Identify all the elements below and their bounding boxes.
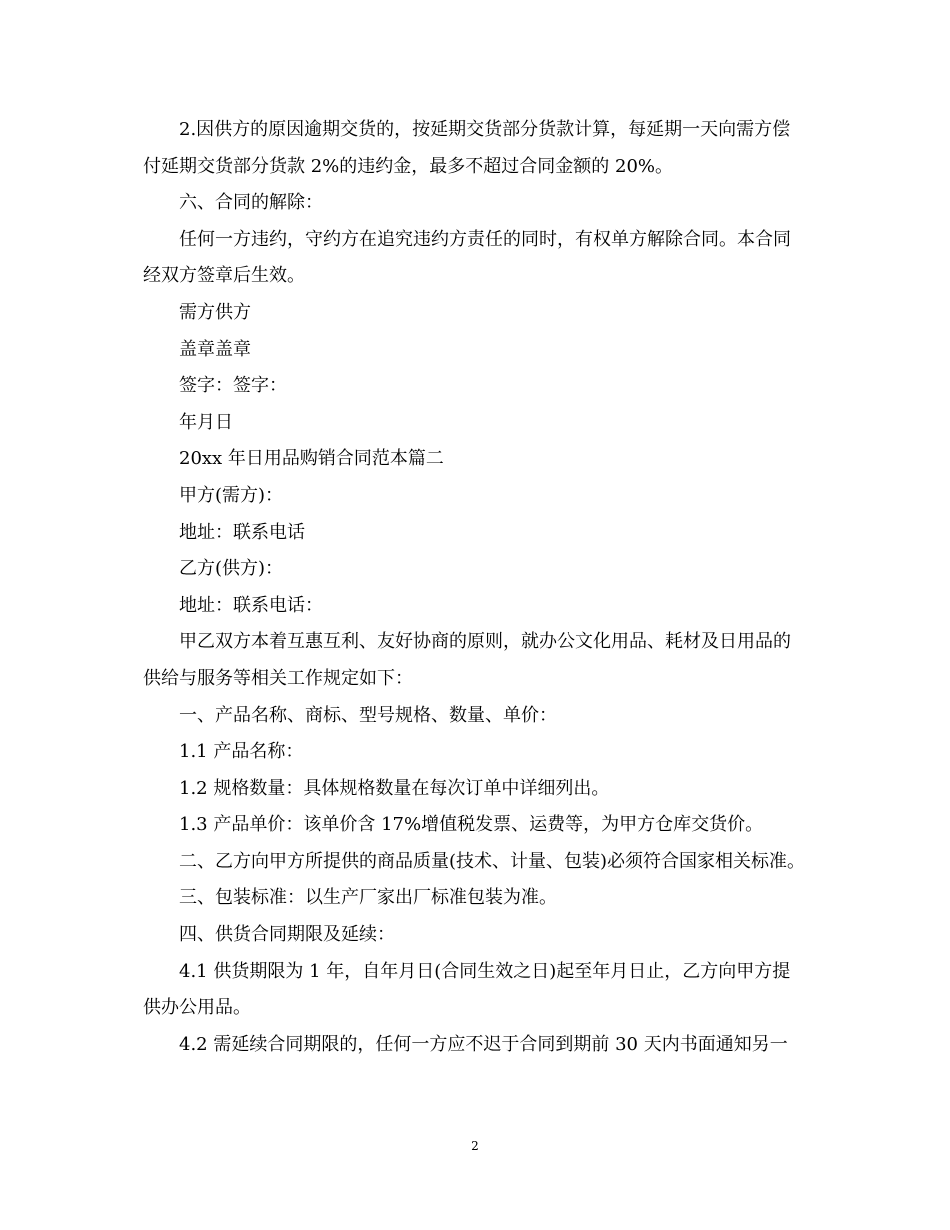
document-body (143, 112, 807, 1063)
party-b-address: 地址：联系电话： (179, 594, 323, 616)
paragraph-agreement-intro: 甲乙双方本着互惠互利、友好协商的原则，就办公文化用品、耗材及日用品的供给与服务等相关工作规定如下： (143, 631, 791, 689)
clause-1-1-product-name: 1.1 产品名称： (179, 741, 304, 763)
clause-4-2-extension: 4.2 需延续合同期限的，任何一方应不迟于合同到期前 30 天内书面通知另一 (179, 1033, 788, 1055)
clause-4-1-supply-period: 4.1 供货期限为 1 年，自年月日(合同生效之日)起至年月日止，乙方向甲方提供办公用品。 (143, 960, 791, 1019)
signature-signatures: 签字：签字： (179, 375, 287, 397)
clause-1-3-unit-price: 1.3 产品单价：该单价含 17%增值税发票、运费等，为甲方仓库交货价。 (179, 814, 764, 836)
heading-packaging-standard: 三、包装标准：以生产厂家出厂标准包装为准。 (179, 887, 557, 909)
signature-parties: 需方供方 (179, 301, 251, 323)
paragraph-late-delivery-penalty: 2.因供方的原因逾期交货的，按延期交货部分货款计算，每延期一天向需方偿付延期交货部分货款 2%的违约金，最多不超过合同金额的 20%。 (143, 119, 791, 177)
clause-1-2-spec-quantity: 1.2 规格数量：具体规格数量在每次订单中详细列出。 (179, 777, 610, 799)
heading-supply-term: 四、供货合同期限及延续： (179, 924, 395, 946)
section-title-part-two: 20xx 年日用品购销合同范本篇二 (179, 448, 444, 470)
paragraph-termination-terms: 任何一方违约，守约方在追究违约方责任的同时，有权单方解除合同。本合同经双方签章后生效。 (143, 228, 791, 287)
party-a-label: 甲方(需方)： (179, 484, 284, 506)
party-a-address: 地址：联系电话 (179, 521, 305, 543)
heading-product-quality: 二、乙方向甲方所提供的商品质量(技术、计量、包装)必须符合国家相关标准。 (179, 850, 806, 872)
heading-product-info: 一、产品名称、商标、型号规格、数量、单价： (179, 704, 557, 726)
page-number: 2 (471, 1139, 479, 1153)
signature-seals: 盖章盖章 (179, 338, 251, 360)
signature-date: 年月日 (179, 411, 233, 433)
heading-contract-termination: 六、合同的解除： (179, 192, 323, 214)
party-b-label: 乙方(供方)： (179, 558, 284, 580)
